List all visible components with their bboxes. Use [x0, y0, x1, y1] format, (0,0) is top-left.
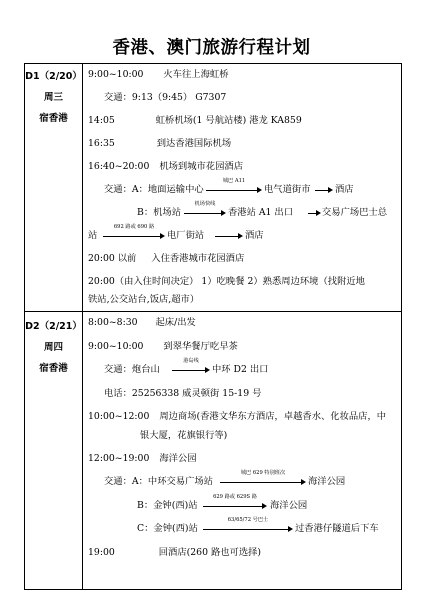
route-destination: 海洋公园 — [270, 500, 308, 511]
day2-weekday: 周四 — [43, 342, 63, 353]
day-divider — [25, 311, 401, 312]
activity: 回酒店(260 路也可选择) — [158, 547, 262, 558]
day2-lodging: 宿香港 — [39, 363, 68, 374]
route-arrow-icon — [184, 201, 226, 219]
day1-date: D1（2/20） — [25, 71, 82, 82]
day1-row-evening-cont: 铁站,公交站台,饭店,超市） — [88, 294, 200, 305]
day1-row-checkin — [88, 253, 244, 265]
route-destination: 酒店 — [335, 184, 354, 195]
route-arrow-icon — [103, 224, 165, 242]
day1-route-a-end — [264, 184, 311, 196]
route-destination: 酒店 — [245, 230, 264, 241]
day2-row-shopping — [88, 411, 386, 423]
route-arrow-icon — [308, 207, 321, 219]
time: 16:40~20:00 — [88, 161, 150, 172]
day2-header — [25, 316, 82, 379]
time: 16:35 — [88, 138, 115, 149]
route-arrow-icon — [172, 358, 210, 376]
day1-route-b: B：机场站 — [137, 207, 182, 218]
day1-lodging: 宿香港 — [39, 113, 68, 124]
day2-route-a: 交通：A：中环交易广场站 — [104, 476, 213, 487]
time: 9:00~10:00 — [88, 69, 144, 80]
route-line-label: 港岛线 — [183, 358, 199, 364]
activity: 海洋公园 — [159, 453, 197, 464]
day1-row-2: 交通：9:13（9:45） G7307 — [104, 92, 227, 103]
day2-row-park — [88, 453, 197, 465]
day1-route-a — [104, 184, 204, 196]
day1-header — [25, 66, 82, 129]
route-arrow-icon — [315, 184, 333, 196]
route-destination: 过香港仔隧道后下车 — [295, 523, 379, 534]
route-arrow-icon — [206, 178, 262, 196]
activity: 火车往上海虹桥 — [163, 69, 229, 80]
activity: 机场到城市花园酒店 — [159, 161, 243, 172]
activity: 到翠华餐厅吃早茶 — [163, 341, 238, 352]
day1-row-3 — [88, 115, 302, 127]
day2-route-b: B：金钟(西)站 — [137, 500, 198, 511]
route-destination: 海洋公园 — [308, 476, 346, 487]
column-divider — [82, 64, 83, 589]
activity: 周边商场(香港文华东方酒店，卓越香水、化妆品店，中 — [159, 411, 387, 422]
day2-route-c: C：金钟(西)站 — [137, 523, 198, 534]
time: 19:00 — [88, 547, 115, 558]
route-destination: 中环 D2 出口 — [212, 364, 269, 375]
route-line-label: 城巴 A11 — [222, 178, 246, 184]
day2-row-return — [88, 547, 261, 559]
time: 9:00~10:00 — [88, 341, 144, 352]
day1-row-evening: 20:00（由入住时间决定） 1）吃晚餐 2）熟悉周边环境（找附近地 — [88, 276, 365, 287]
route-stop: 电气道街市 — [264, 184, 311, 195]
activity: 起床/出发 — [155, 317, 196, 328]
route-stop: 电厂街站 — [167, 230, 205, 241]
route-stop: 交易广场巴士总 — [322, 207, 388, 218]
day2-row-1 — [88, 317, 196, 329]
activity: 到达香港国际机场 — [156, 138, 232, 149]
day2-row-2 — [88, 341, 238, 353]
activity: 虹桥机场(1 号航站楼) 港龙 KA859 — [155, 115, 302, 126]
route-arrow-icon — [215, 230, 243, 242]
day2-phone: 电话：25256338 威灵顿街 15-19 号 — [104, 388, 262, 399]
day1-row-1 — [88, 69, 229, 81]
time: 8:00~8:30 — [88, 317, 138, 328]
page-title: 香港、澳门旅游行程计划 — [112, 38, 311, 58]
route-arrow-icon — [203, 517, 293, 535]
route-line-label: 692 路或 690 路 — [113, 224, 155, 230]
route-arrow-icon — [203, 494, 267, 512]
activity: 入住香港城市花园酒店 — [151, 253, 245, 264]
route-start: 交通：A：地面运输中心 — [104, 184, 204, 195]
day1-weekday: 周三 — [43, 92, 63, 103]
time: 20:00 以前 — [88, 253, 137, 264]
day2-date: D2（2/21） — [25, 321, 82, 332]
time: 10:00~12:00 — [88, 411, 150, 422]
time: 14:05 — [88, 115, 115, 126]
route-line-label: 63/65/72 号巴士 — [227, 517, 269, 523]
route-line-label: 城巴 629 特别班次 — [240, 470, 286, 476]
day2-row-shopping-cont: 银大厦，花旗银行等) — [140, 430, 228, 441]
day1-row-5 — [88, 161, 243, 173]
day2-route: 交通：炮台山 — [104, 364, 160, 375]
route-arrow-icon — [220, 470, 306, 488]
route-stop: 香港站 A1 出口 — [228, 207, 294, 218]
day1-row-4 — [88, 138, 231, 150]
route-line-label: 机场快线 — [194, 201, 216, 207]
route-line-label: 629 路或 629S 路 — [213, 494, 257, 500]
day1-route-b-cont: 站 — [88, 230, 98, 241]
itinerary-table — [24, 63, 402, 590]
time: 12:00~19:00 — [88, 453, 150, 464]
